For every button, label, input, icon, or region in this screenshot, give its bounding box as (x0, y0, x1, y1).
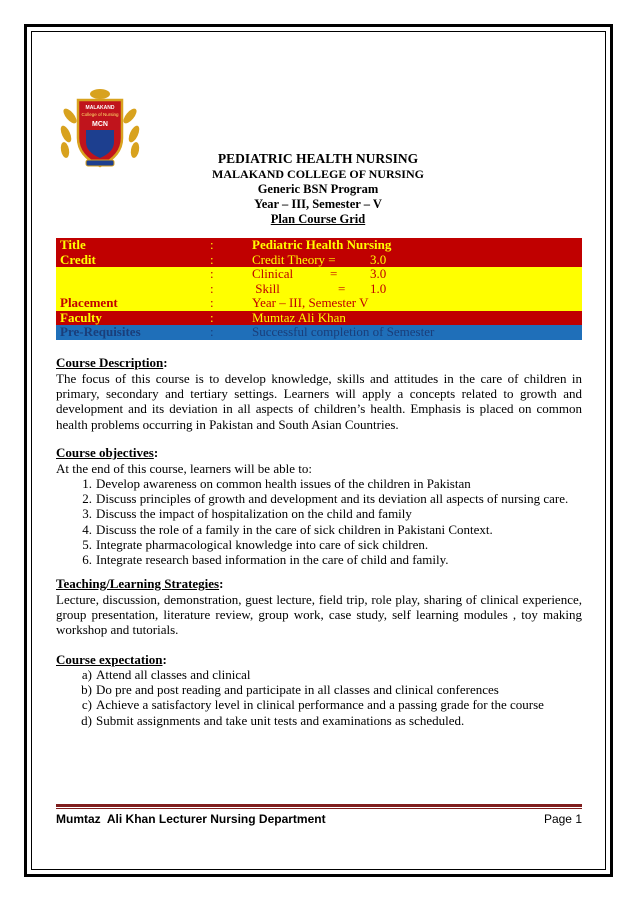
list-item (56, 552, 582, 567)
strategies-title: Teaching/Learning Strategies (56, 576, 220, 591)
strategies-text: Lecture, discussion, demonstration, guest lecture, field trip, role play, sharing of clinical experience, group presentation, literature review, group work, case study, self learning modules , toy making workshop and tutorials. (56, 592, 582, 638)
grid-eq: = (330, 266, 338, 281)
list-marker: 1. (82, 476, 92, 491)
list-text: Integrate pharmacological knowledge into care of sick children. (96, 536, 429, 552)
expectation-list (56, 667, 582, 728)
grid-row-title (56, 238, 582, 253)
list-text: Integrate research based information in the care of child and family. (96, 552, 449, 568)
footer-divider (56, 804, 582, 807)
list-marker: 4. (82, 521, 92, 537)
list-text: Attend all classes and clinical (96, 667, 251, 682)
expectation-heading (56, 652, 167, 668)
crest-text-2: College of Nursing (81, 112, 119, 117)
grid-credit-value: 3.0 (370, 266, 387, 281)
footer-divider-thin (56, 808, 582, 809)
list-text: Achieve a satisfactory level in clinical performance and a passing grade for the course (96, 697, 544, 713)
grid-row-skill (56, 282, 582, 297)
list-item (56, 537, 582, 552)
grid-label: Placement (60, 295, 118, 310)
objectives-colon: : (153, 445, 159, 460)
list-marker: c) (81, 697, 92, 713)
grid-label: Title (60, 237, 86, 252)
list-item (56, 713, 582, 728)
grid-sep: : (210, 266, 214, 281)
strategies-heading (56, 576, 223, 592)
list-marker: 3. (82, 506, 92, 522)
grid-value: Credit Theory = (252, 251, 336, 267)
list-text: Discuss principles of growth and development and its deviation all aspects of nursing care. (96, 491, 569, 507)
list-item (56, 491, 582, 506)
grid-row-placement (56, 296, 582, 311)
list-item (56, 667, 582, 682)
grid-sep: : (210, 324, 214, 339)
grid-eq: = (338, 280, 346, 296)
college-crest-icon (56, 86, 144, 172)
list-item (56, 522, 582, 537)
grid-value: Pediatric Health Nursing (252, 237, 392, 252)
list-text: Submit assignments and take unit tests and examinations as scheduled. (96, 712, 465, 728)
college-name: MALAKAND COLLEGE OF NURSING (212, 167, 424, 181)
course-title: PEDIATRIC HEALTH NURSING (217, 151, 419, 166)
grid-value: Mumtaz Ali Khan (252, 309, 346, 325)
list-marker: 2. (82, 491, 92, 507)
grid-value: Successful completion of Semester (252, 324, 435, 339)
list-item (56, 697, 582, 712)
grid-sep: : (210, 251, 214, 267)
grid-credit-value: 1.0 (370, 280, 387, 296)
objectives-intro: At the end of this course, learners will be able to: (56, 461, 312, 476)
year-semester: Year – III, Semester – V (254, 197, 382, 211)
grid-label: Pre-Requisites (60, 324, 141, 339)
grid-credit-value: 3.0 (370, 251, 387, 267)
grid-value: Skill (252, 280, 280, 296)
list-marker: b) (81, 682, 92, 698)
grid-sep: : (210, 295, 214, 310)
objectives-heading (56, 445, 158, 461)
grid-sep: : (210, 309, 214, 325)
page-number: Page 1 (543, 812, 582, 826)
crest-text-3: MCN (92, 121, 108, 128)
list-item (56, 506, 582, 521)
grid-sep: : (210, 280, 214, 296)
list-text: Do pre and post reading and participate in all classes and clinical conferences (96, 682, 499, 698)
grid-row-faculty (56, 311, 582, 326)
objectives-title: Course objectives (56, 445, 154, 460)
list-item (56, 476, 582, 491)
list-item (56, 682, 582, 697)
program-name: Generic BSN Program (257, 182, 379, 196)
list-marker: 5. (82, 536, 92, 552)
list-text: Develop awareness on common health issues of the children in Pakistan (96, 476, 471, 491)
list-marker: a) (81, 667, 92, 682)
expectation-colon: : (162, 652, 167, 667)
crest-text-1: MALAKAND (85, 105, 115, 111)
grid-value: Clinical (252, 266, 294, 281)
grid-row-prerequisites (56, 325, 582, 340)
list-marker: d) (81, 712, 92, 728)
objectives-list (56, 476, 582, 567)
description-heading (56, 355, 168, 371)
list-marker: 6. (82, 552, 92, 568)
expectation-title: Course expectation (56, 652, 163, 667)
grid-value: Year – III, Semester V (252, 295, 369, 310)
course-grid (56, 238, 582, 340)
strategies-colon: : (219, 576, 224, 591)
footer-author: Mumtaz Ali Khan Lecturer Nursing Department (56, 812, 326, 826)
list-text: Discuss the role of a family in the care of sick children in Pakistani Context. (96, 521, 493, 537)
grid-label: Faculty (60, 309, 102, 325)
description-colon: : (163, 355, 168, 370)
grid-row-clinical (56, 267, 582, 282)
grid-sep: : (210, 237, 214, 252)
list-text: Discuss the impact of hospitalization on the child and family (96, 506, 412, 522)
grid-row-credit (56, 253, 582, 268)
description-title: Course Description (56, 355, 164, 370)
grid-title: Plan Course Grid (270, 212, 366, 226)
description-text: The focus of this course is to develop knowledge, skills and attitudes in the care of children in primary, secondary and tertiary settings. Learners will apply a concepts related to growth and development and its deviation in all aspects of children’s health. Emphasis is placed on common health problems occurring in Pakistan and South Asian Countries. (56, 371, 582, 432)
grid-label: Credit (60, 251, 96, 267)
